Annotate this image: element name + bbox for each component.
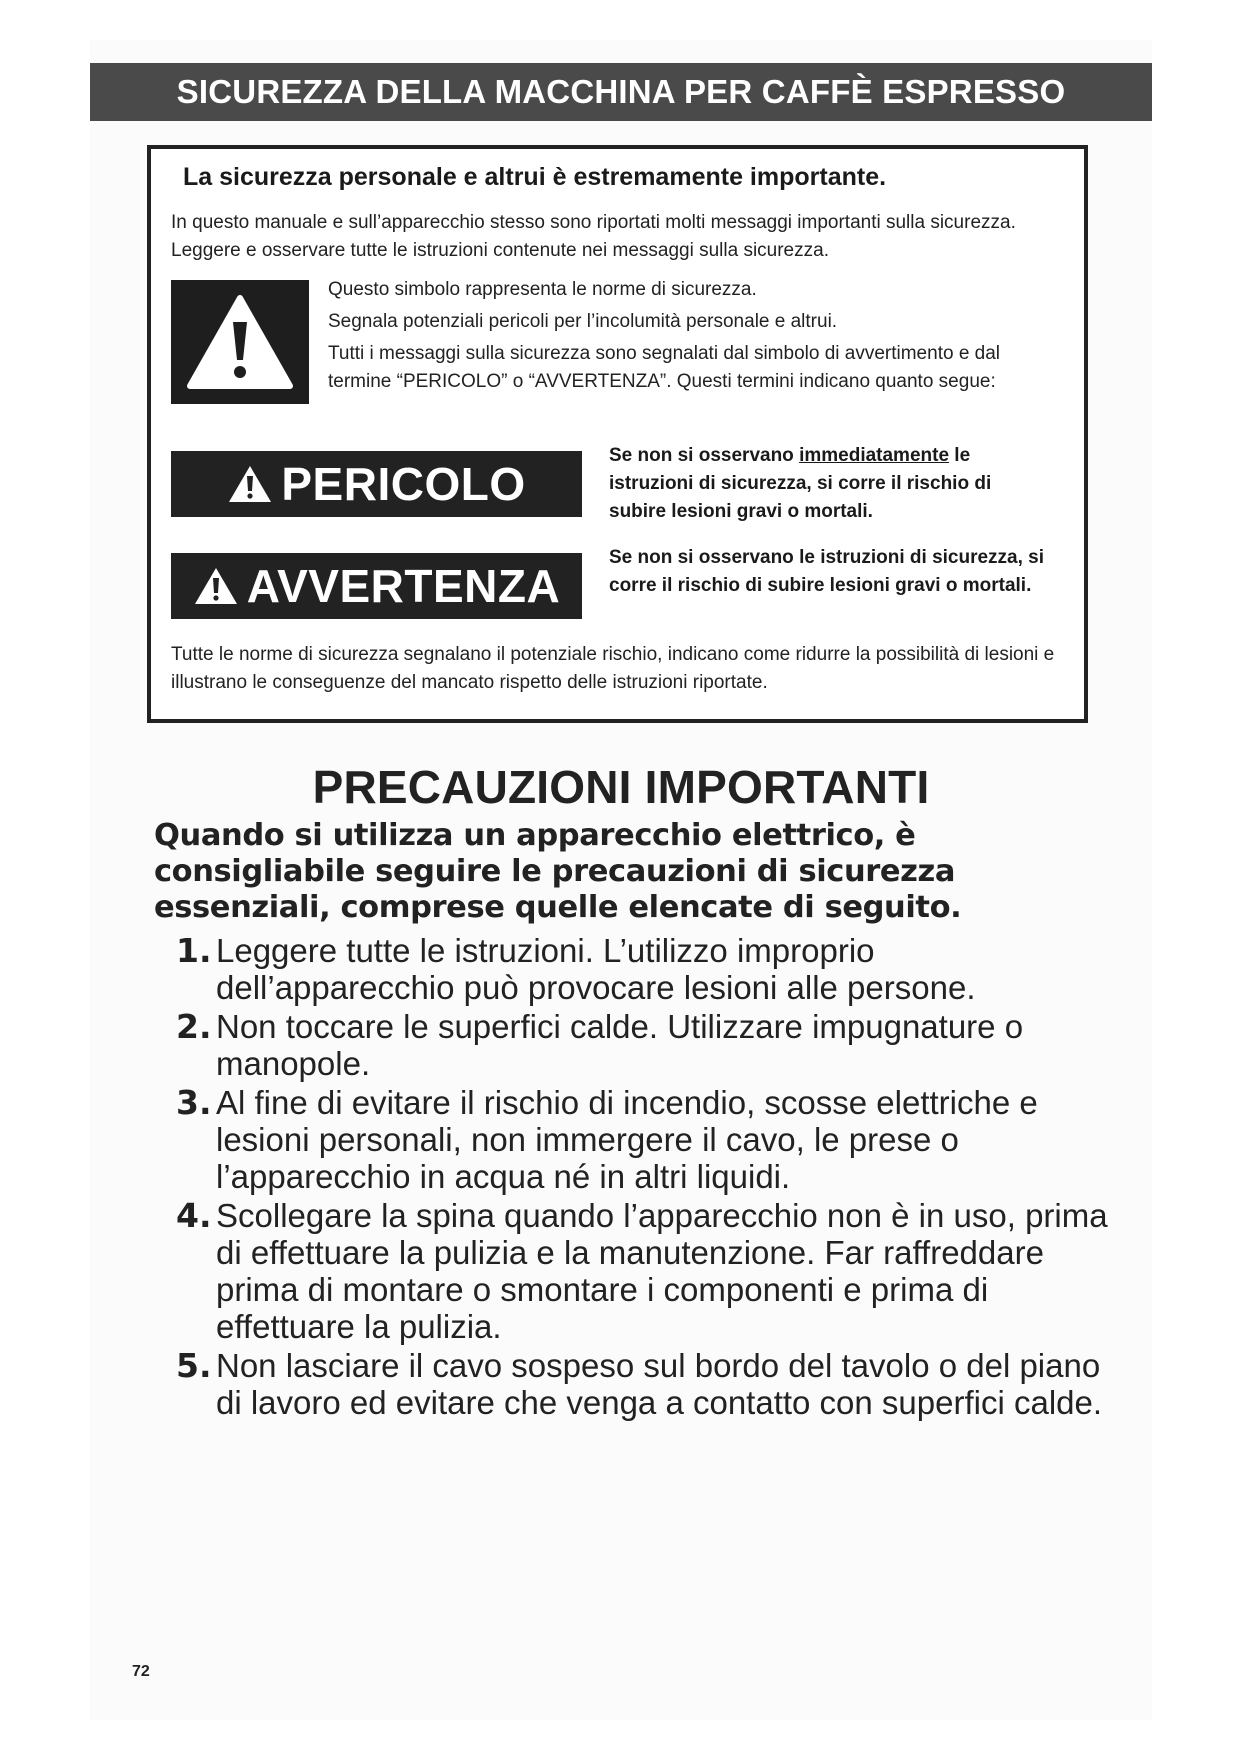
section-header-title: SICUREZZA DELLA MACCHINA PER CAFFÈ ESPRESSO <box>176 73 1066 110</box>
precautions-list <box>176 932 1116 1423</box>
symbol-explanation <box>328 276 1068 400</box>
list-item-text: Leggere tutte le istruzioni. L’utilizzo improprio dell’apparecchio può provocare lesioni alle persone. <box>216 932 976 1006</box>
list-item-number: 2. <box>176 1007 212 1046</box>
list-item <box>176 1197 1116 1345</box>
pericolo-signal-label <box>171 451 582 517</box>
list-item-text: Non toccare le superfici calde. Utilizzare impugnature o manopole. <box>216 1008 1024 1082</box>
safety-box-intro: In questo manuale e sull’apparecchio stesso sono riportati molti messaggi importanti sulla sicurezza. Leggere e osservare tutte le istruzioni contenute nei messaggi sulla sicurezza. <box>171 212 1016 261</box>
avvertenza-description: Se non si osservano le istruzioni di sicurezza, si corre il rischio di subire lesioni gravi o mortali. <box>609 547 1045 596</box>
precautions-subtitle: Quando si utilizza un apparecchio elettrico, è consigliabile seguire le precauzioni di sicurezza essenziali, comprese quelle elencate di seguito. <box>154 818 962 925</box>
list-item-text: Al fine di evitare il rischio di incendio, scosse elettriche e lesioni personali, non immergere il cavo, le prese o l’apparecchio in acqua né in altri liquidi. <box>216 1084 1038 1195</box>
safety-notice-box <box>147 145 1088 723</box>
symbol-line-3: Tutti i messaggi sulla sicurezza sono segnalati dal simbolo di avvertimento e dal termine “PERICOLO” o “AVVERTENZA”. Questi termini indicano quanto segue: <box>328 343 1001 392</box>
list-item <box>176 932 1116 1006</box>
pericolo-description <box>609 442 1049 526</box>
symbol-line-1: Questo simbolo rappresenta le norme di sicurezza. <box>328 279 757 300</box>
list-item-number: 3. <box>176 1083 212 1122</box>
list-item <box>176 1084 1116 1195</box>
avvertenza-label-text: AVVERTENZA <box>246 560 561 612</box>
list-item-text: Scollegare la spina quando l’apparecchio non è in uso, prima di effettuare la pulizia e la manutenzione. Far raffreddare prima di montare o smontare i componenti e prima di effettuare la pulizia. <box>216 1197 1108 1345</box>
section-header <box>90 63 1152 121</box>
symbol-line-2: Segnala potenziali pericoli per l’incolumità personale e altrui. <box>328 311 838 332</box>
pericolo-label-text: PERICOLO <box>281 458 526 510</box>
list-item-number: 4. <box>176 1196 212 1235</box>
pericolo-desc-underlined: immediatamente <box>799 445 950 466</box>
safety-box-title: La sicurezza personale e altrui è estremamente importante. <box>183 163 887 191</box>
page-number: 72 <box>132 1663 150 1680</box>
avvertenza-signal-label <box>171 553 582 619</box>
safety-box-footer: Tutte le norme di sicurezza segnalano il potenziale rischio, indicano come ridurre la possibilità di lesioni e illustrano le conseguenze del mancato rispetto delle istruzioni riportate. <box>171 644 1055 693</box>
warning-triangle-icon <box>227 464 273 504</box>
list-item-text: Non lasciare il cavo sospeso sul bordo del tavolo o del piano di lavoro ed evitare che venga a contatto con superfici calde. <box>216 1347 1103 1421</box>
list-item-number: 5. <box>176 1346 212 1385</box>
precautions-title: PRECAUZIONI IMPORTANTI <box>312 761 930 813</box>
warning-triangle-icon <box>193 566 239 606</box>
pericolo-desc-part-2: le istruzioni di sicurezza, si corre il rischio di subire lesioni gravi o mortali. <box>609 445 992 522</box>
pericolo-desc-part-1: Se non si osservano <box>609 445 800 466</box>
list-item-number: 1. <box>176 931 212 970</box>
warning-triangle-icon <box>171 280 309 404</box>
list-item <box>176 1008 1116 1082</box>
list-item <box>176 1347 1116 1421</box>
